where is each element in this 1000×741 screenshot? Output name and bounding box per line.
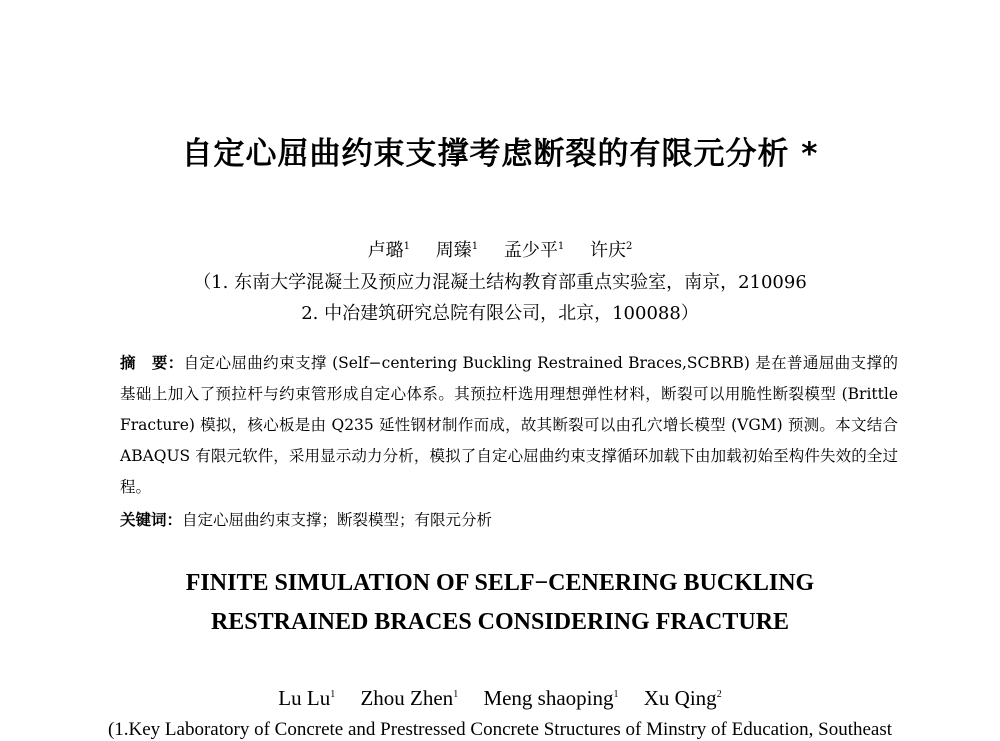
author-cn-4: 许庆$^2$ xyxy=(589,240,633,261)
english-authors xyxy=(0,686,1000,711)
keywords xyxy=(120,508,898,530)
chinese-authors xyxy=(0,236,1000,262)
author-en-1: Lu Lu$^1$ xyxy=(278,686,336,710)
author-cn-3: 孟少平$^1$ xyxy=(503,240,565,261)
author-en-4: Xu Qing$^2$ xyxy=(643,686,722,710)
keywords-label: 关键词： xyxy=(120,511,183,529)
abstract xyxy=(120,348,898,503)
english-title-line-2: RESTRAINED BRACES CONSIDERING FRACTURE xyxy=(210,609,790,635)
chinese-title: 自定心屈曲约束支撑考虑断裂的有限元分析 * xyxy=(181,136,819,172)
affiliation-cn-1: （1. 东南大学混凝土及预应力混凝土结构教育部重点实验室，南京，210096 xyxy=(193,272,807,293)
abstract-label: 摘 要： xyxy=(120,354,184,372)
keywords-text: 自定心屈曲约束支撑；断裂模型；有限元分析 xyxy=(182,511,493,529)
author-cn-1: 卢璐$^1$ xyxy=(367,240,411,261)
author-en-2: Zhou Zhen$^1$ xyxy=(360,686,459,710)
abstract-text: 自定心屈曲约束支撑 (Self−centering Buckling Restrained Braces,SCBRB) 是在普通屈曲支撑的基础上加入了预拉杆与约束管形成自定心体系。其预拉杆选用理想弹性材料，断裂可以用脆性断裂模型 (Brittle Fracture) 模拟，核心板是由 Q235 延性钢材制作而成，故其断裂可以由孔穴增长模型 (VGM) 预测。本文结合 ABAQUS 有限元软件，采用显示动力分析，模拟了自定心屈曲约束支撑循环加载下由加载初始至构件失效的全过程。 xyxy=(120,354,898,496)
affiliation-en-1: (1.Key Laboratory of Concrete and Prestressed Concrete Structures of Minstry of Education, Southeast xyxy=(107,719,893,740)
english-title-line-1: FINITE SIMULATION OF SELF−CENERING BUCKLING xyxy=(185,570,815,596)
author-en-3: Meng shaoping$^1$ xyxy=(483,686,619,710)
author-cn-2: 周臻$^1$ xyxy=(435,240,479,261)
affiliation-cn-2: 2. 中冶建筑研究总院有限公司，北京，100088） xyxy=(301,303,699,324)
